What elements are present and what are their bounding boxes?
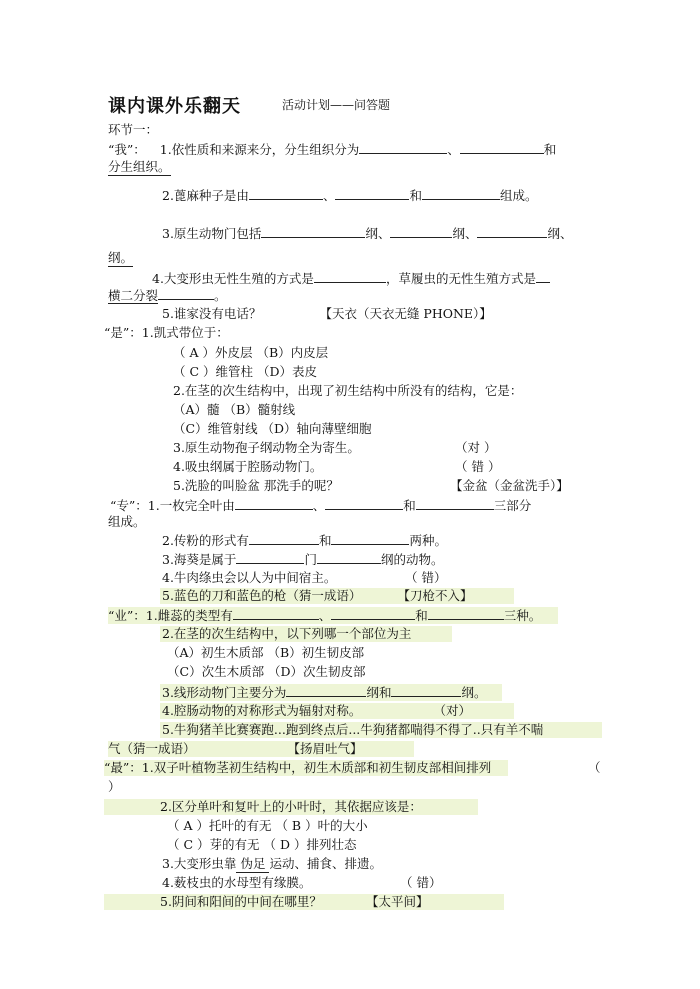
shi-q1-line (104, 325, 229, 341)
ye-q1-line (108, 607, 558, 624)
ye-tag: “业”： (108, 608, 146, 623)
blank (249, 187, 323, 200)
ye-q4-answer: （对） (433, 703, 471, 718)
zui-q2-text: 2.区分单叶和复叶上的小叶时，其依据应该是： (104, 799, 478, 815)
page-title: 课内课外乐翻天 (108, 96, 241, 117)
conjunction: 和 (409, 188, 422, 203)
blank (325, 497, 403, 510)
ye-q4-text: 4.腔肠动物的对称形式为辐射对称。 (162, 703, 362, 718)
ye-q2-cd: （C）次生木质部 （D）次生韧皮部 (167, 664, 366, 679)
zhuan-q3-line (162, 551, 443, 568)
separator: 、 (447, 142, 460, 157)
wo-q5-answer: 【天衣（天衣无缝 PHONE）】 (319, 306, 492, 321)
zhuan-tag: “专”： (110, 498, 148, 513)
blank (286, 684, 366, 697)
conjunction: 和 (543, 142, 557, 157)
conjunction: 纲和 (366, 685, 392, 700)
shi-q1-ab: （ A ）外皮层 （B）内皮层 (173, 345, 329, 360)
separator: 、 (322, 188, 336, 203)
shi-q3-answer: （对 ） (455, 440, 497, 455)
ye-q5-answer: 【扬眉吐气】 (287, 741, 363, 756)
conjunction: 和 (403, 498, 416, 513)
blank (233, 607, 319, 620)
zhuan-q1-cont: 组成。 (108, 514, 146, 529)
wo-q2-line (162, 187, 537, 204)
blank (314, 270, 386, 283)
ye-q1-text: 1.雌蕊的类型有 (145, 608, 233, 623)
wo-q1-cont: 分生组织。 (108, 159, 171, 174)
blank (477, 225, 547, 238)
blank (261, 225, 365, 238)
blank (416, 497, 494, 510)
period: 。 (214, 288, 227, 303)
zui-q1-text: 1.双子叶植物茎初生结构中，初生木质部和初生韧皮部相间排列 (141, 760, 492, 775)
blank (460, 141, 544, 154)
wo-q5-text: 5.谁家没有电话？ (162, 306, 262, 321)
wo-q4-cont (108, 287, 227, 304)
blank (536, 270, 550, 283)
conjunction: 和 (415, 608, 428, 623)
separator: 、 (318, 608, 332, 623)
wo-q5-line (162, 306, 492, 322)
blank (422, 187, 500, 200)
zui-tag: “最”： (104, 760, 142, 775)
blank (249, 532, 319, 545)
wo-q4-answer: 横二分裂 (108, 288, 159, 303)
blank (335, 187, 409, 200)
ye-q3-end: 纲。 (461, 685, 487, 700)
zhuan-q2-text: 2.传粉的形式有 (162, 533, 249, 548)
shi-q5-text: 5.洗脸的叫脸盆 那洗手的呢？ (173, 478, 339, 493)
wo-q4-text2: ，草履虫的无性生殖方式是 (385, 271, 536, 286)
shi-q2-text: 2.在茎的次生结构中，出现了初生结构中所没有的结构，它是： (173, 383, 523, 398)
separator: 、 (312, 498, 326, 513)
zui-q1-paren: （ (588, 760, 601, 775)
ye-q5-text2: 气（猜一成语） (108, 741, 196, 756)
blank (331, 607, 415, 620)
zui-q5-line (104, 894, 504, 910)
ye-q2-ab: （A）初生木质部 （B）初生韧皮部 (167, 645, 365, 660)
wo-q4-text: 4.大变形虫无性生殖的方式是 (152, 271, 314, 286)
wo-q3-text: 3.原生动物门包括 (162, 226, 262, 241)
zhuan-q2-end: 两种。 (409, 533, 447, 548)
conjunction: 和 (318, 533, 332, 548)
blank (391, 684, 461, 697)
ye-q4-line (160, 703, 514, 719)
wo-q3-cont: 纲。 (108, 250, 134, 265)
wo-q1-line (108, 141, 556, 158)
shi-q2-ab: （A）髓 （B）髓射线 (173, 402, 296, 417)
blank (236, 551, 304, 564)
shi-q1-text: 1.凯式带位于： (141, 325, 229, 340)
zui-q1-line (104, 760, 508, 776)
blank (317, 551, 381, 564)
zhuan-q5-answer: 【刀枪不入】 (397, 588, 473, 603)
zhuan-q1-text: 1.一枚完全叶由 (147, 498, 235, 513)
zui-q2-ab: （ A ）托叶的有无 （ B ）叶的大小 (167, 818, 368, 833)
wo-q2-text: 2.蓖麻种子是由 (162, 188, 249, 203)
zui-q3-answer: 伪足 (236, 856, 269, 873)
zhuan-q1-end: 三部分 (493, 498, 532, 513)
ye-q3-text: 3.线形动物门主要分为 (162, 685, 287, 700)
shi-q3-text: 3.原生动物孢子纲动物全为寄生。 (173, 440, 360, 455)
wo-tag: “我”： (108, 142, 146, 157)
zui-q3-text2: 运动、捕食、排遗。 (269, 856, 382, 871)
shi-q2-cd: （C）维管射线 （D）轴向薄壁细胞 (173, 421, 372, 436)
blank (235, 497, 313, 510)
zui-q5-text: 5.阴间和阳间的中间在哪里？ (160, 894, 322, 909)
zhuan-q3-end: 纲的动物。 (380, 552, 444, 567)
zhuan-q2-line (162, 532, 447, 549)
ye-q3-line (160, 684, 502, 701)
blank (390, 225, 452, 238)
zhuan-q1-line (110, 497, 531, 514)
zui-q5-answer: 【太平间】 (365, 894, 429, 909)
zhuan-q5-line (160, 588, 514, 604)
zui-q3-text: 3.大变形虫靠 (162, 856, 237, 871)
zui-q4-text: 4.薮枝虫的水母型有缘膜。 (162, 875, 312, 890)
section-heading: 环节一： (108, 122, 159, 137)
zhuan-q3-text: 3.海葵是属于 (162, 552, 237, 567)
ye-q5-cont (108, 741, 414, 757)
phylum-word: 门 (304, 552, 317, 567)
shi-q1-cd: （ C ）维管柱 （D）表皮 (173, 364, 318, 379)
ye-q1-end: 三种。 (503, 608, 542, 623)
wo-q2-end: 组成。 (499, 188, 538, 203)
wo-q4-line (152, 270, 550, 287)
class-word: 纲、 (365, 226, 391, 241)
shi-q5-answer: 【金盆（金盆洗手）】 (450, 478, 569, 493)
wo-q3-line (162, 225, 572, 242)
zui-q1-close: ） (108, 779, 121, 794)
blank (331, 532, 409, 545)
class-word: 纲、 (547, 226, 573, 241)
zhuan-q5-text: 5.蓝色的刀和蓝色的枪（猜一成语） (162, 588, 362, 603)
zui-q2-cd: （ C ）芽的有无 （ D ）排列壮态 (167, 837, 357, 852)
blank (428, 607, 504, 620)
ye-q2-text: 2.在茎的次生结构中，以下列哪一个部位为主 (160, 626, 452, 642)
zhuan-q4-text: 4.牛肉绦虫会以人为中间宿主。 (162, 570, 337, 585)
zhuan-q4-answer: （ 错） (405, 570, 447, 585)
blank (359, 141, 447, 154)
shi-q4-answer: （ 错 ） (455, 459, 501, 474)
page-subtitle: 活动计划——问答题 (282, 98, 391, 112)
shi-tag: “是”： (104, 325, 142, 340)
zui-q3-line (162, 856, 382, 873)
shi-q4-text: 4.吸虫纲属于腔肠动物门。 (173, 459, 323, 474)
wo-q1-text: 1.依性质和来源来分，分生组织分为 (159, 142, 360, 157)
ye-q5-text: 5.牛狗猪羊比赛赛跑...跑到终点后...牛狗猪都喘得不得了..只有羊不喘 (160, 722, 602, 738)
zui-q4-answer: （ 错） (400, 875, 442, 890)
class-word: 纲、 (452, 226, 478, 241)
blank (158, 287, 214, 300)
